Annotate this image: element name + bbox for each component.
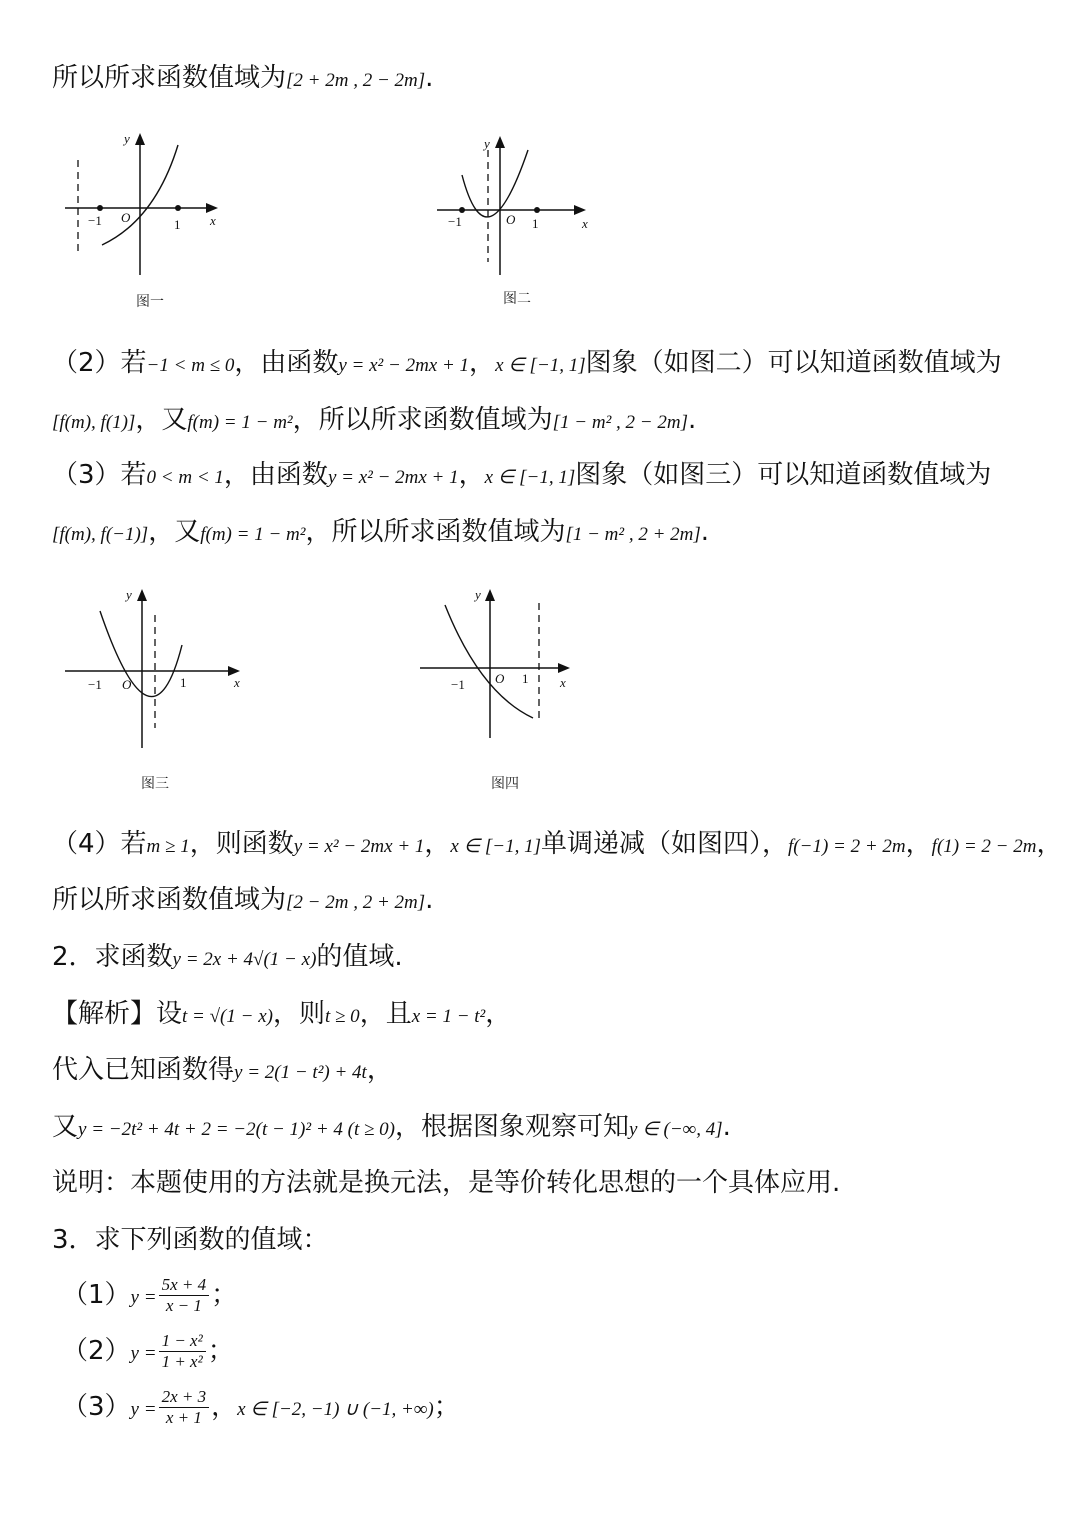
tick-1: 1 <box>532 216 539 231</box>
text-line-1: 所以所求函数值域为[2 + 2m , 2 − 2m]. <box>52 63 434 93</box>
figure-3 <box>60 583 250 803</box>
graph-3 <box>60 583 250 753</box>
origin-label: O <box>121 210 131 225</box>
graph-2 <box>432 130 602 280</box>
figure-4 <box>415 583 595 803</box>
y-axis-label: y <box>484 136 490 151</box>
y-axis-label: y <box>124 131 130 146</box>
text-line-6: （4）若m ≥ 1，则函数y = x² − 2mx + 1，x ∈ [−1, 1]单调递减（如图四），f(−1) = 2 + 2m，f(1) = 2 − 2m， <box>52 829 1063 859</box>
figure-2 <box>432 130 602 320</box>
text-line-8: 2．求函数y = 2x + 4√(1 − x)的值域. <box>52 942 403 972</box>
origin-label: O <box>506 212 516 227</box>
y-axis-label: y <box>126 587 132 602</box>
text-line-7: 所以所求函数值域为[2 − 2m , 2 + 2m]. <box>52 885 434 915</box>
text-line-2: （2）若−1 < m ≤ 0，由函数y = x² − 2mx + 1，x ∈ [−1, 1]图象（如图二）可以知道函数值域为 <box>52 348 1002 378</box>
x-axis-label: x <box>234 675 240 690</box>
figure-caption: 图一 <box>136 294 164 310</box>
tick-neg1: −1 <box>88 677 102 692</box>
tick-neg1: −1 <box>451 677 465 692</box>
text-line-4: （3）若0 < m < 1，由函数y = x² − 2mx + 1，x ∈ [−1, 1]图象（如图三）可以知道函数值域为 <box>52 460 992 490</box>
figure-caption: 图三 <box>141 776 169 792</box>
text-line-15: （2）y = $\frac{\text{1 − x²}}{\text{1 + x²}}$ ； <box>62 1331 234 1371</box>
figure-1 <box>60 125 240 315</box>
text-line-14: （1）y = $\frac{5x + 4}{x - 1}$ ； <box>62 1275 238 1315</box>
tick-1: 1 <box>180 675 187 690</box>
x-axis-label: x <box>210 213 216 228</box>
fraction: $\frac{2x + 3}{x + 1}$ <box>159 1387 210 1428</box>
text-line-12: 说明：本题使用的方法就是换元法，是等价转化思想的一个具体应用. <box>52 1168 841 1198</box>
tick-1: 1 <box>174 217 181 232</box>
text-line-9: 【解析】设t = √(1 − x)，则t ≥ 0，且x = 1 − t²， <box>52 999 512 1029</box>
y-axis-label: y <box>475 587 481 602</box>
graph-1 <box>60 125 240 285</box>
graph-4 <box>415 583 595 753</box>
text-line-3: [f(m), f(1)]，又f(m) = 1 − m²，所以所求函数值域为[1 − m² , 2 − 2m]. <box>52 405 697 435</box>
x-axis-label: x <box>560 675 566 690</box>
text-line-11: 又y = −2t² + 4t + 2 = −2(t − 1)² + 4 (t ≥ 0)，根据图象观察可知y ∈ (−∞, 4]. <box>52 1112 731 1142</box>
tick-neg1: −1 <box>448 214 462 229</box>
figure-caption: 图四 <box>491 776 519 792</box>
text-line-16: （3）y = $\frac{2x + 3}{x + 1}$ ，x ∈ [−2, −1) ∪ (−1, +∞)； <box>62 1387 460 1427</box>
fraction: $\frac{5x + 4}{x - 1}$ <box>159 1275 210 1316</box>
text-line-10: 代入已知函数得y = 2(1 − t²) + 4t， <box>52 1055 393 1085</box>
x-axis-label: x <box>582 216 588 231</box>
origin-label: O <box>495 671 505 686</box>
text-line-13: 3．求下列函数的值域： <box>52 1225 329 1255</box>
fraction: $\frac{\text{1 − x²}}{\text{1 + x²}}$ <box>159 1331 206 1372</box>
figure-caption: 图二 <box>503 291 531 307</box>
origin-label: O <box>122 677 132 692</box>
tick-neg1: −1 <box>88 213 102 228</box>
text-line-5: [f(m), f(−1)]，又f(m) = 1 − m²，所以所求函数值域为[1 − m² , 2 + 2m]. <box>52 517 710 547</box>
tick-1: 1 <box>522 671 529 686</box>
